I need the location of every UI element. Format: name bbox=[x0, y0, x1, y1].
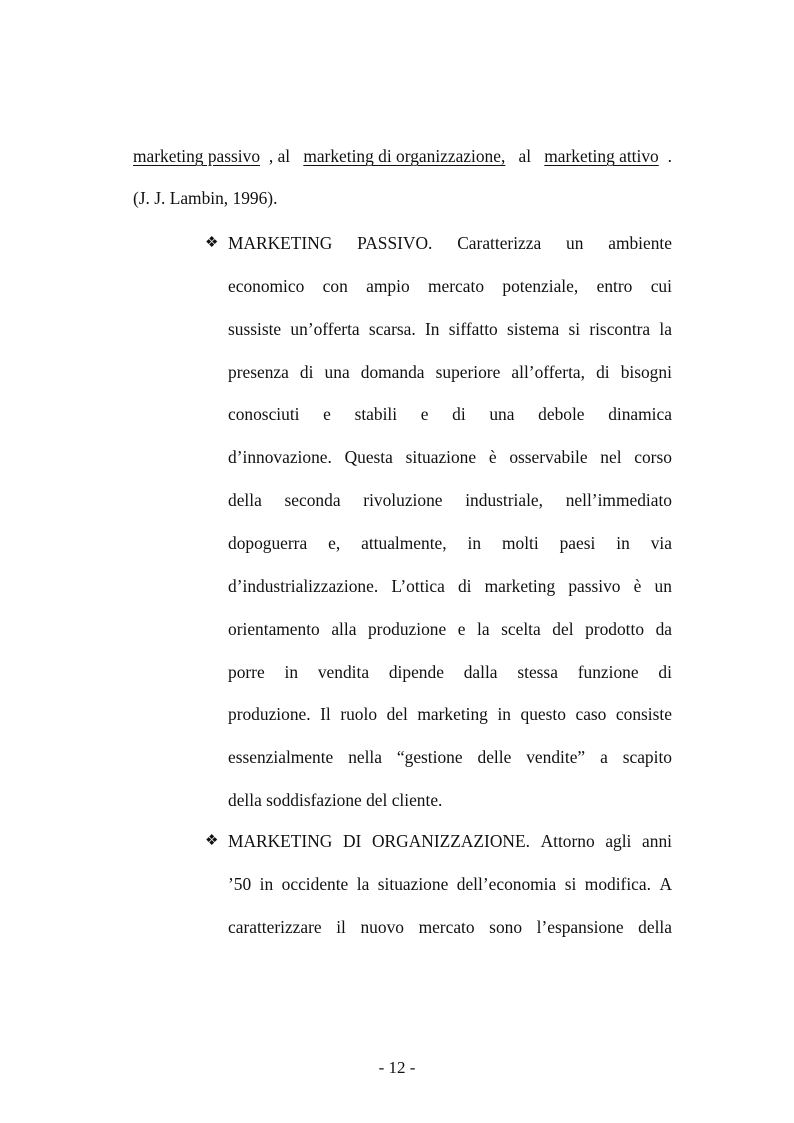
word: potenziale, bbox=[502, 275, 579, 296]
word: DI bbox=[342, 831, 362, 851]
word: stabili bbox=[354, 404, 398, 425]
word: della bbox=[638, 916, 672, 937]
word: è bbox=[633, 575, 642, 596]
word: Caratterizza bbox=[457, 233, 542, 253]
word: la bbox=[659, 318, 672, 339]
intro-line bbox=[133, 148, 672, 165]
word: nella bbox=[348, 747, 382, 768]
word: ruolo bbox=[340, 704, 378, 725]
word: vendita bbox=[317, 661, 370, 682]
word: il bbox=[336, 916, 346, 937]
bullet-icon: ❖ bbox=[205, 235, 219, 251]
word: dopoguerra bbox=[228, 532, 308, 553]
word: ampio bbox=[366, 275, 410, 296]
word: di bbox=[299, 361, 314, 382]
paragraph-line bbox=[228, 361, 672, 382]
word: stessa bbox=[517, 661, 558, 682]
word: e bbox=[420, 404, 429, 425]
word: vendite” bbox=[526, 747, 586, 768]
word: la bbox=[356, 873, 370, 894]
word: consiste bbox=[615, 704, 672, 725]
word: mercato bbox=[428, 275, 485, 296]
intro-separator: , al bbox=[268, 146, 295, 166]
word: produzione bbox=[367, 618, 447, 639]
word: corso bbox=[634, 447, 672, 468]
word: e, bbox=[328, 532, 341, 553]
intro-separator: al bbox=[514, 146, 536, 166]
word: marketing bbox=[417, 704, 488, 725]
word: dinamica bbox=[608, 404, 672, 425]
word: da bbox=[655, 618, 672, 639]
paragraph-line bbox=[228, 661, 672, 682]
word: presenza bbox=[228, 361, 289, 382]
word: caso bbox=[575, 704, 607, 725]
word: agli bbox=[605, 831, 632, 851]
intro-end: . bbox=[667, 146, 672, 166]
term-marketing-organizzazione: marketing di organizzazione, bbox=[303, 146, 506, 166]
word: si bbox=[564, 873, 577, 894]
word: ambiente bbox=[608, 233, 672, 253]
word: in bbox=[616, 532, 630, 553]
word: ORGANIZZAZIONE. bbox=[371, 831, 530, 851]
word: mercato bbox=[418, 916, 475, 937]
word: all’offerta, bbox=[511, 361, 585, 382]
word: l’espansione bbox=[536, 916, 624, 937]
word: un’offerta bbox=[290, 318, 360, 339]
word: via bbox=[650, 532, 672, 553]
bullet-icon: ❖ bbox=[205, 833, 219, 849]
word: MARKETING bbox=[228, 233, 333, 253]
term-marketing-attivo: marketing attivo bbox=[544, 146, 659, 166]
paragraph-line bbox=[228, 532, 672, 553]
word: marketing bbox=[484, 575, 556, 596]
word: un bbox=[654, 575, 672, 596]
word: entro bbox=[596, 275, 633, 296]
word: a bbox=[600, 747, 608, 768]
word: in bbox=[284, 661, 299, 682]
paragraph-line bbox=[228, 749, 672, 766]
word: produzione. bbox=[228, 704, 311, 725]
paragraph-line bbox=[228, 492, 672, 509]
word: porre bbox=[228, 661, 265, 682]
word: in bbox=[259, 873, 274, 894]
word: cui bbox=[650, 275, 672, 296]
word: nel bbox=[600, 447, 622, 468]
paragraph-line bbox=[228, 406, 672, 423]
word: osservabile bbox=[509, 447, 588, 468]
word: caratterizzare bbox=[228, 916, 322, 937]
paragraph-line bbox=[228, 706, 672, 723]
paragraph-line bbox=[228, 449, 672, 466]
word: un bbox=[566, 233, 584, 253]
word: delle bbox=[477, 747, 512, 768]
word: seconda bbox=[284, 490, 341, 511]
paragraph-line: della soddisfazione del cliente. bbox=[228, 790, 443, 811]
paragraph-line bbox=[228, 275, 672, 296]
word: In bbox=[425, 318, 440, 339]
word: alla bbox=[331, 618, 357, 639]
word: Attorno bbox=[540, 831, 595, 851]
paragraph-line bbox=[228, 833, 672, 850]
word: occidente bbox=[281, 873, 349, 894]
word: MARKETING bbox=[228, 831, 333, 851]
word: la bbox=[477, 618, 490, 639]
word: nuovo bbox=[360, 916, 404, 937]
term-marketing-passivo: marketing passivo bbox=[133, 146, 261, 166]
word: A bbox=[659, 873, 672, 894]
word: “gestione bbox=[396, 747, 463, 768]
word: di bbox=[457, 575, 472, 596]
word: del bbox=[386, 704, 408, 725]
word: bisogni bbox=[620, 361, 672, 382]
word: dipende bbox=[388, 661, 444, 682]
word: domanda bbox=[360, 361, 425, 382]
word: essenzialmente bbox=[228, 747, 334, 768]
word: in bbox=[497, 704, 511, 725]
word: situazione bbox=[405, 447, 477, 468]
word: dalla bbox=[463, 661, 498, 682]
citation: (J. J. Lambin, 1996). bbox=[133, 188, 278, 208]
paragraph-line bbox=[228, 873, 672, 894]
word: dell’economia bbox=[456, 873, 557, 894]
word: del bbox=[552, 618, 574, 639]
paragraph-line bbox=[228, 575, 672, 596]
word: una bbox=[489, 404, 515, 425]
word: è bbox=[488, 447, 497, 468]
paragraph-line bbox=[228, 618, 672, 639]
word: passivo bbox=[568, 575, 621, 596]
word: siffatto bbox=[448, 318, 498, 339]
word: sono bbox=[489, 916, 523, 937]
word: sistema bbox=[507, 318, 560, 339]
word: scarsa. bbox=[368, 318, 416, 339]
word: Il bbox=[320, 704, 331, 725]
word: debole bbox=[538, 404, 585, 425]
word: scapito bbox=[622, 747, 672, 768]
word: paesi bbox=[559, 532, 596, 553]
word: Questa bbox=[344, 447, 393, 468]
paragraph-line bbox=[228, 235, 672, 252]
word: della bbox=[228, 490, 262, 511]
word: riscontra bbox=[589, 318, 651, 339]
paragraph-line bbox=[228, 916, 672, 937]
word: rivoluzione bbox=[363, 490, 443, 511]
word: superiore bbox=[435, 361, 501, 382]
word: prodotto bbox=[585, 618, 645, 639]
word: di bbox=[596, 361, 610, 382]
word: orientamento bbox=[228, 618, 320, 639]
word: di bbox=[452, 404, 466, 425]
word: una bbox=[324, 361, 350, 382]
paragraph-line bbox=[228, 318, 672, 339]
word: ’50 bbox=[228, 873, 252, 894]
word: d’innovazione. bbox=[228, 447, 332, 468]
page-number: - 12 - bbox=[378, 1058, 416, 1077]
word: situazione bbox=[377, 873, 449, 894]
word: economico bbox=[228, 275, 305, 296]
word: in bbox=[467, 532, 482, 553]
word: anni bbox=[642, 831, 672, 851]
word: di bbox=[658, 661, 672, 682]
word: si bbox=[568, 318, 581, 339]
word: PASSIVO. bbox=[357, 233, 433, 253]
word: questo bbox=[520, 704, 566, 725]
word: molti bbox=[501, 532, 539, 553]
word: con bbox=[322, 275, 348, 296]
word: conosciuti bbox=[228, 404, 300, 425]
word: L’ottica bbox=[391, 575, 445, 596]
word: funzione bbox=[577, 661, 639, 682]
word: e bbox=[323, 404, 331, 425]
word: d’industrializzazione. bbox=[228, 575, 379, 596]
word: e bbox=[457, 618, 466, 639]
word: attualmente, bbox=[361, 532, 447, 553]
word: industriale, bbox=[465, 490, 543, 511]
word: nell’immediato bbox=[565, 490, 672, 511]
word: modifica. bbox=[584, 873, 651, 894]
word: scelta bbox=[501, 618, 541, 639]
word: sussiste bbox=[228, 318, 282, 339]
